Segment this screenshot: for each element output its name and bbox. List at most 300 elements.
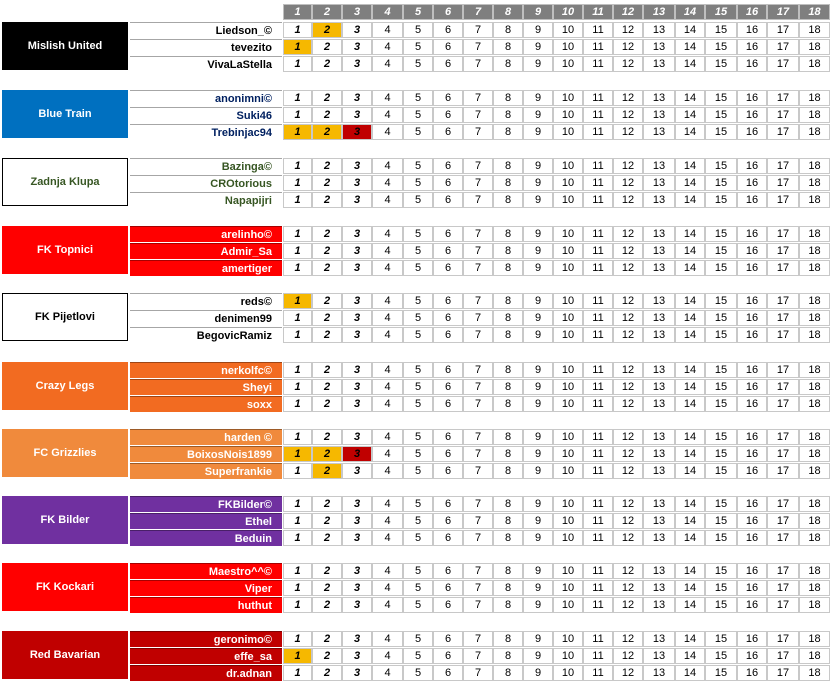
hole-header-11: 11 xyxy=(583,4,613,20)
score-cell: 17 xyxy=(767,597,799,613)
score-cell: 5 xyxy=(403,446,433,462)
score-cell: 2 xyxy=(312,631,342,647)
score-cell: 3 xyxy=(342,56,372,72)
score-cell: 7 xyxy=(463,90,493,106)
hole-header-17: 17 xyxy=(767,4,799,20)
score-cell: 11 xyxy=(583,665,613,681)
score-cell: 5 xyxy=(403,496,433,512)
score-cell: 11 xyxy=(583,175,613,191)
score-cell: 8 xyxy=(493,648,523,664)
score-cell: 10 xyxy=(553,124,583,140)
score-cell: 17 xyxy=(767,56,799,72)
score-cell: 5 xyxy=(403,530,433,546)
score-cell: 18 xyxy=(799,39,830,55)
score-cell: 15 xyxy=(705,362,737,378)
score-cell: 18 xyxy=(799,446,830,462)
score-cell: 6 xyxy=(433,243,463,259)
score-cell: 14 xyxy=(675,648,705,664)
score-cell: 6 xyxy=(433,293,463,309)
score-cell: 13 xyxy=(643,327,675,343)
score-cell: 17 xyxy=(767,396,799,412)
score-cell: 5 xyxy=(403,429,433,445)
score-cell: 8 xyxy=(493,631,523,647)
score-cell: 14 xyxy=(675,107,705,123)
score-cell: 18 xyxy=(799,226,830,242)
team-name: Zadnja Klupa xyxy=(2,158,128,206)
score-cell: 6 xyxy=(433,530,463,546)
score-cell: 7 xyxy=(463,665,493,681)
score-cell: 4 xyxy=(372,563,403,579)
score-cell: 14 xyxy=(675,293,705,309)
score-cell: 9 xyxy=(523,530,553,546)
score-cell: 3 xyxy=(342,580,372,596)
score-cell: 2 xyxy=(312,362,342,378)
score-cell: 13 xyxy=(643,580,675,596)
score-cell: 3 xyxy=(342,563,372,579)
score-cell: 15 xyxy=(705,563,737,579)
score-cell: 16 xyxy=(737,362,767,378)
score-cell: 6 xyxy=(433,22,463,38)
score-cell: 17 xyxy=(767,379,799,395)
score-cell: 16 xyxy=(737,563,767,579)
score-cell: 6 xyxy=(433,648,463,664)
score-cell: 8 xyxy=(493,496,523,512)
score-cell: 4 xyxy=(372,463,403,479)
score-cell: 2 xyxy=(312,665,342,681)
score-cell: 3 xyxy=(342,379,372,395)
score-cell: 5 xyxy=(403,563,433,579)
score-cell: 17 xyxy=(767,107,799,123)
score-cell: 16 xyxy=(737,226,767,242)
score-cell: 6 xyxy=(433,665,463,681)
score-cell: 13 xyxy=(643,648,675,664)
score-cell: 9 xyxy=(523,463,553,479)
score-cell: 13 xyxy=(643,310,675,326)
score-cell: 8 xyxy=(493,107,523,123)
score-cell: 4 xyxy=(372,243,403,259)
score-cell: 11 xyxy=(583,192,613,208)
score-cell: 15 xyxy=(705,327,737,343)
score-cell: 1 xyxy=(283,496,312,512)
player-name: Trebinjac94 xyxy=(130,124,282,140)
score-cell: 9 xyxy=(523,362,553,378)
score-cell: 7 xyxy=(463,513,493,529)
score-cell: 12 xyxy=(613,362,643,378)
player-name: Suki46 xyxy=(130,107,282,123)
player-name: soxx xyxy=(130,396,282,412)
score-cell: 10 xyxy=(553,563,583,579)
score-cell: 18 xyxy=(799,90,830,106)
score-cell: 17 xyxy=(767,631,799,647)
score-cell: 11 xyxy=(583,446,613,462)
score-cell: 4 xyxy=(372,90,403,106)
score-cell: 4 xyxy=(372,107,403,123)
score-cell: 18 xyxy=(799,243,830,259)
score-cell: 17 xyxy=(767,90,799,106)
score-cell: 9 xyxy=(523,107,553,123)
score-cell: 17 xyxy=(767,158,799,174)
score-cell: 14 xyxy=(675,327,705,343)
score-cell: 5 xyxy=(403,631,433,647)
score-cell: 8 xyxy=(493,192,523,208)
score-cell: 5 xyxy=(403,192,433,208)
score-cell: 4 xyxy=(372,175,403,191)
score-cell: 18 xyxy=(799,158,830,174)
score-cell: 2 xyxy=(312,648,342,664)
score-cell: 1 xyxy=(283,580,312,596)
score-cell: 10 xyxy=(553,580,583,596)
score-cell: 17 xyxy=(767,513,799,529)
score-cell: 17 xyxy=(767,446,799,462)
score-cell: 8 xyxy=(493,260,523,276)
score-cell: 11 xyxy=(583,293,613,309)
score-cell: 15 xyxy=(705,293,737,309)
score-cell: 10 xyxy=(553,597,583,613)
score-cell: 7 xyxy=(463,158,493,174)
score-cell: 5 xyxy=(403,260,433,276)
score-cell: 3 xyxy=(342,124,372,140)
score-cell: 11 xyxy=(583,22,613,38)
score-cell: 9 xyxy=(523,648,553,664)
score-cell: 9 xyxy=(523,124,553,140)
score-cell: 8 xyxy=(493,362,523,378)
score-cell: 10 xyxy=(553,39,583,55)
score-cell: 10 xyxy=(553,226,583,242)
score-cell: 14 xyxy=(675,597,705,613)
score-cell: 14 xyxy=(675,446,705,462)
score-cell: 7 xyxy=(463,463,493,479)
score-cell: 14 xyxy=(675,496,705,512)
score-cell: 3 xyxy=(342,463,372,479)
score-cell: 14 xyxy=(675,22,705,38)
player-name: arelinho© xyxy=(130,226,282,242)
score-cell: 16 xyxy=(737,463,767,479)
score-cell: 1 xyxy=(283,513,312,529)
score-cell: 17 xyxy=(767,496,799,512)
score-cell: 12 xyxy=(613,530,643,546)
score-cell: 2 xyxy=(312,379,342,395)
score-cell: 14 xyxy=(675,192,705,208)
score-cell: 15 xyxy=(705,90,737,106)
score-cell: 11 xyxy=(583,243,613,259)
score-cell: 5 xyxy=(403,226,433,242)
score-cell: 15 xyxy=(705,496,737,512)
score-cell: 2 xyxy=(312,260,342,276)
player-name: Beduin xyxy=(130,530,282,546)
score-cell: 1 xyxy=(283,90,312,106)
score-cell: 11 xyxy=(583,310,613,326)
score-cell: 9 xyxy=(523,39,553,55)
score-cell: 15 xyxy=(705,665,737,681)
score-cell: 2 xyxy=(312,90,342,106)
score-cell: 16 xyxy=(737,580,767,596)
hole-header-10: 10 xyxy=(553,4,583,20)
score-cell: 13 xyxy=(643,90,675,106)
score-cell: 3 xyxy=(342,158,372,174)
score-cell: 14 xyxy=(675,563,705,579)
score-cell: 14 xyxy=(675,429,705,445)
score-cell: 9 xyxy=(523,192,553,208)
score-cell: 9 xyxy=(523,327,553,343)
score-cell: 12 xyxy=(613,243,643,259)
score-cell: 3 xyxy=(342,665,372,681)
score-cell: 12 xyxy=(613,597,643,613)
score-cell: 14 xyxy=(675,226,705,242)
score-cell: 9 xyxy=(523,293,553,309)
score-cell: 16 xyxy=(737,446,767,462)
score-cell: 18 xyxy=(799,530,830,546)
score-cell: 1 xyxy=(283,379,312,395)
score-cell: 3 xyxy=(342,226,372,242)
score-cell: 8 xyxy=(493,429,523,445)
score-cell: 14 xyxy=(675,631,705,647)
score-cell: 7 xyxy=(463,580,493,596)
score-cell: 5 xyxy=(403,124,433,140)
score-cell: 8 xyxy=(493,124,523,140)
score-cell: 15 xyxy=(705,379,737,395)
score-cell: 15 xyxy=(705,597,737,613)
player-name: FKBilder© xyxy=(130,496,282,512)
score-cell: 10 xyxy=(553,429,583,445)
score-cell: 8 xyxy=(493,463,523,479)
score-cell: 8 xyxy=(493,22,523,38)
score-cell: 16 xyxy=(737,327,767,343)
team-name: Mislish United xyxy=(2,22,128,70)
score-cell: 2 xyxy=(312,327,342,343)
score-cell: 4 xyxy=(372,226,403,242)
score-cell: 6 xyxy=(433,90,463,106)
score-cell: 7 xyxy=(463,293,493,309)
score-cell: 9 xyxy=(523,446,553,462)
player-name: CROtorious xyxy=(130,175,282,191)
score-cell: 18 xyxy=(799,580,830,596)
score-cell: 18 xyxy=(799,192,830,208)
score-cell: 6 xyxy=(433,580,463,596)
score-cell: 11 xyxy=(583,362,613,378)
score-cell: 13 xyxy=(643,446,675,462)
score-cell: 15 xyxy=(705,429,737,445)
score-cell: 17 xyxy=(767,530,799,546)
score-cell: 18 xyxy=(799,22,830,38)
team-name: FK Pijetlovi xyxy=(2,293,128,341)
score-cell: 6 xyxy=(433,56,463,72)
score-cell: 4 xyxy=(372,665,403,681)
score-cell: 8 xyxy=(493,226,523,242)
score-cell: 12 xyxy=(613,396,643,412)
score-cell: 3 xyxy=(342,243,372,259)
score-cell: 5 xyxy=(403,56,433,72)
score-cell: 2 xyxy=(312,597,342,613)
player-name: Bazinga© xyxy=(130,158,282,174)
score-cell: 6 xyxy=(433,310,463,326)
player-name: BegovicRamiz xyxy=(130,327,282,343)
score-cell: 1 xyxy=(283,192,312,208)
score-cell: 15 xyxy=(705,396,737,412)
hole-header-8: 8 xyxy=(493,4,523,20)
player-name: denimen99 xyxy=(130,310,282,326)
score-cell: 4 xyxy=(372,530,403,546)
score-cell: 16 xyxy=(737,192,767,208)
score-cell: 10 xyxy=(553,310,583,326)
score-cell: 5 xyxy=(403,310,433,326)
score-cell: 14 xyxy=(675,310,705,326)
score-cell: 12 xyxy=(613,175,643,191)
score-cell: 11 xyxy=(583,327,613,343)
score-cell: 16 xyxy=(737,665,767,681)
score-cell: 11 xyxy=(583,530,613,546)
score-cell: 3 xyxy=(342,429,372,445)
score-cell: 15 xyxy=(705,226,737,242)
score-cell: 11 xyxy=(583,496,613,512)
score-cell: 18 xyxy=(799,175,830,191)
score-cell: 3 xyxy=(342,107,372,123)
hole-header-3: 3 xyxy=(342,4,372,20)
score-cell: 17 xyxy=(767,192,799,208)
score-cell: 16 xyxy=(737,597,767,613)
score-cell: 4 xyxy=(372,396,403,412)
hole-header-15: 15 xyxy=(705,4,737,20)
score-cell: 11 xyxy=(583,39,613,55)
score-cell: 7 xyxy=(463,310,493,326)
score-cell: 8 xyxy=(493,379,523,395)
score-cell: 1 xyxy=(283,22,312,38)
score-cell: 6 xyxy=(433,563,463,579)
score-cell: 4 xyxy=(372,124,403,140)
score-cell: 3 xyxy=(342,513,372,529)
score-cell: 5 xyxy=(403,580,433,596)
score-cell: 16 xyxy=(737,631,767,647)
score-cell: 15 xyxy=(705,580,737,596)
score-cell: 10 xyxy=(553,648,583,664)
score-cell: 9 xyxy=(523,496,553,512)
score-cell: 18 xyxy=(799,597,830,613)
player-name: Maestro^^© xyxy=(130,563,282,579)
score-cell: 11 xyxy=(583,463,613,479)
hole-header-12: 12 xyxy=(613,4,643,20)
score-cell: 14 xyxy=(675,396,705,412)
score-cell: 18 xyxy=(799,463,830,479)
score-cell: 13 xyxy=(643,665,675,681)
score-cell: 18 xyxy=(799,648,830,664)
score-cell: 5 xyxy=(403,243,433,259)
score-cell: 6 xyxy=(433,379,463,395)
hole-header-1: 1 xyxy=(283,4,312,20)
score-cell: 5 xyxy=(403,362,433,378)
score-cell: 3 xyxy=(342,310,372,326)
score-cell: 10 xyxy=(553,379,583,395)
score-cell: 6 xyxy=(433,396,463,412)
score-cell: 1 xyxy=(283,362,312,378)
score-cell: 2 xyxy=(312,175,342,191)
score-cell: 9 xyxy=(523,429,553,445)
score-cell: 2 xyxy=(312,243,342,259)
score-cell: 14 xyxy=(675,260,705,276)
score-cell: 12 xyxy=(613,631,643,647)
score-cell: 7 xyxy=(463,107,493,123)
score-cell: 13 xyxy=(643,124,675,140)
score-cell: 8 xyxy=(493,293,523,309)
score-cell: 10 xyxy=(553,496,583,512)
score-cell: 16 xyxy=(737,56,767,72)
score-cell: 13 xyxy=(643,429,675,445)
player-name: Napapijri xyxy=(130,192,282,208)
score-cell: 8 xyxy=(493,446,523,462)
score-cell: 13 xyxy=(643,260,675,276)
player-name: dr.adnan xyxy=(130,665,282,681)
score-cell: 1 xyxy=(283,446,312,462)
score-cell: 16 xyxy=(737,310,767,326)
score-cell: 1 xyxy=(283,243,312,259)
score-cell: 7 xyxy=(463,124,493,140)
team-name: FC Grizzlies xyxy=(2,429,128,477)
score-cell: 3 xyxy=(342,327,372,343)
score-cell: 8 xyxy=(493,90,523,106)
score-cell: 2 xyxy=(312,310,342,326)
score-cell: 13 xyxy=(643,56,675,72)
score-cell: 2 xyxy=(312,124,342,140)
score-cell: 8 xyxy=(493,396,523,412)
score-cell: 11 xyxy=(583,580,613,596)
score-cell: 9 xyxy=(523,379,553,395)
score-cell: 16 xyxy=(737,293,767,309)
score-cell: 10 xyxy=(553,513,583,529)
score-cell: 2 xyxy=(312,226,342,242)
score-cell: 17 xyxy=(767,226,799,242)
score-cell: 14 xyxy=(675,90,705,106)
score-cell: 17 xyxy=(767,293,799,309)
score-cell: 3 xyxy=(342,39,372,55)
score-cell: 7 xyxy=(463,379,493,395)
score-cell: 13 xyxy=(643,513,675,529)
score-cell: 8 xyxy=(493,513,523,529)
score-cell: 14 xyxy=(675,56,705,72)
score-cell: 3 xyxy=(342,648,372,664)
score-cell: 10 xyxy=(553,243,583,259)
score-cell: 4 xyxy=(372,513,403,529)
score-cell: 18 xyxy=(799,665,830,681)
score-cell: 10 xyxy=(553,22,583,38)
score-cell: 13 xyxy=(643,39,675,55)
player-name: amertiger xyxy=(130,260,282,276)
score-cell: 8 xyxy=(493,39,523,55)
score-cell: 11 xyxy=(583,597,613,613)
score-cell: 1 xyxy=(283,463,312,479)
score-cell: 18 xyxy=(799,396,830,412)
player-name: tevezito xyxy=(130,39,282,55)
score-cell: 16 xyxy=(737,243,767,259)
score-cell: 14 xyxy=(675,39,705,55)
score-cell: 6 xyxy=(433,158,463,174)
score-cell: 13 xyxy=(643,192,675,208)
score-cell: 9 xyxy=(523,310,553,326)
score-cell: 17 xyxy=(767,260,799,276)
score-cell: 3 xyxy=(342,597,372,613)
score-cell: 11 xyxy=(583,260,613,276)
score-cell: 1 xyxy=(283,665,312,681)
score-cell: 4 xyxy=(372,39,403,55)
score-cell: 6 xyxy=(433,39,463,55)
score-cell: 4 xyxy=(372,158,403,174)
score-cell: 11 xyxy=(583,124,613,140)
score-cell: 1 xyxy=(283,648,312,664)
score-cell: 14 xyxy=(675,530,705,546)
score-cell: 17 xyxy=(767,580,799,596)
hole-header-6: 6 xyxy=(433,4,463,20)
score-cell: 4 xyxy=(372,22,403,38)
score-cell: 12 xyxy=(613,563,643,579)
score-cell: 2 xyxy=(312,22,342,38)
score-cell: 8 xyxy=(493,665,523,681)
